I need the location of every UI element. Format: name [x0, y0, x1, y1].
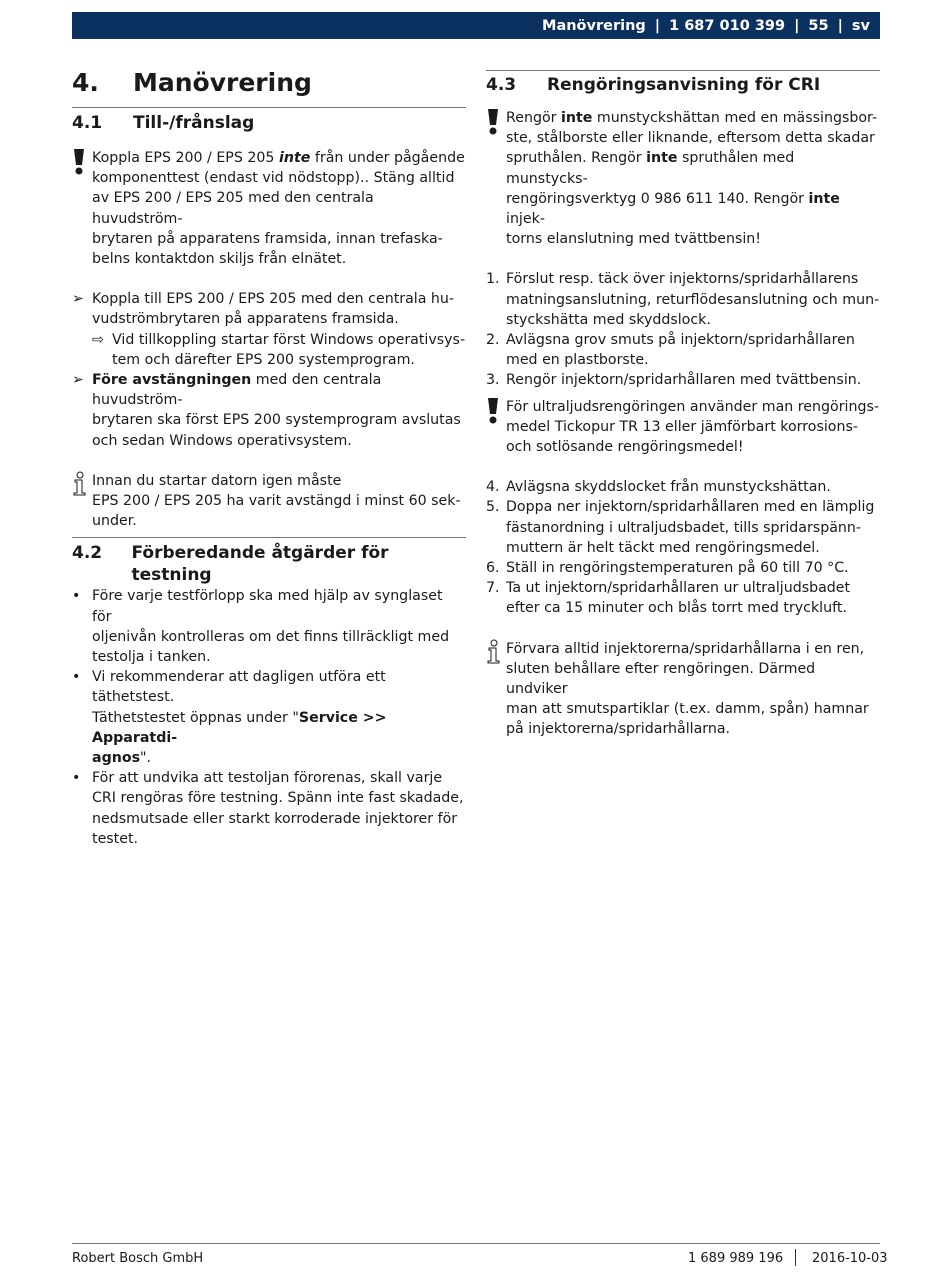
step-text-line: Doppa ner injektorn/spridarhållaren med en lämplig	[506, 499, 875, 516]
page-header	[72, 12, 880, 39]
step-text-line: efter ca 15 minuter och blås torrt med tryckluft.	[506, 600, 847, 617]
numbered-step	[486, 497, 880, 558]
result-text-line: Vid tillkoppling startar först Windows operativsys-	[112, 331, 466, 348]
step-text-line: Koppla till EPS 200 / EPS 205 med den centrala hu-	[92, 291, 455, 308]
step-number: 6.	[486, 560, 500, 577]
action-step	[72, 370, 466, 451]
numbered-step	[486, 370, 880, 390]
bullet-text-line: testet.	[92, 830, 139, 847]
bullet-item	[72, 586, 466, 667]
bullet-text-line: oljenivån kontrolleras om det finns tillräckligt med	[92, 628, 450, 645]
step-text-line: muttern är helt täckt med rengöringsmedel.	[506, 539, 820, 556]
step-text-line: styckshätta med skyddslock.	[506, 311, 711, 328]
info-text-line: på injektorerna/spridarhållarna.	[506, 721, 731, 738]
step-number: 1.	[486, 271, 500, 288]
warning-exclamation-icon	[72, 148, 86, 180]
warning-block	[486, 397, 880, 458]
header-separator: |	[837, 17, 843, 34]
step-text-line: Rengör injektorn/spridarhållaren med tvättbensin.	[506, 372, 862, 389]
warning-block	[72, 148, 466, 269]
section-title: Förberedande åtgärder för testning	[131, 543, 389, 586]
step-text-line: Avlägsna skyddslocket från munstyckshättan.	[506, 479, 831, 496]
info-text-line: man att smutspartiklar (t.ex. damm, spån) hamnar	[506, 701, 869, 718]
chapter-number: 4.	[72, 68, 99, 97]
section-title: Till-/frånslag	[133, 113, 255, 133]
info-block	[72, 471, 466, 532]
footer-separator	[795, 1249, 796, 1266]
warning-exclamation-icon	[486, 397, 500, 429]
left-column	[72, 60, 466, 849]
warning-text-line: av EPS 200 / EPS 205 med den centrala huvudström-	[92, 190, 374, 227]
footer-date: 2016-10-03	[812, 1251, 888, 1266]
right-column	[486, 70, 880, 740]
arrow-right-icon: ➢	[72, 372, 84, 389]
info-text-line: Innan du startar datorn igen måste	[92, 472, 342, 489]
info-text-line: EPS 200 / EPS 205 ha varit avstängd i minst 60 sek-	[92, 493, 461, 510]
section-divider	[486, 70, 880, 71]
warning-text-line: spruthålen. Rengör inte spruthålen med munstycks-	[506, 150, 795, 187]
step-text-line: Ta ut injektorn/spridarhållaren ur ultraljudsbadet	[506, 580, 851, 597]
warning-text-line: komponenttest (endast vid nödstopp).. Stäng alltid	[92, 170, 455, 187]
footer-doc-number: 1 689 989 196	[688, 1251, 784, 1266]
bullet-item	[72, 768, 466, 849]
warning-text-line: och sotlösande rengöringsmedel!	[506, 439, 744, 456]
chapter-heading	[72, 68, 466, 97]
info-text-line: Förvara alltid injektorerna/spridarhållarna i en ren,	[506, 640, 865, 657]
warning-block	[486, 108, 880, 249]
bullet-icon: •	[72, 669, 81, 686]
step-number: 7.	[486, 580, 500, 597]
bullet-text-line: För att undvika att testoljan förorenas, skall varje	[92, 770, 443, 787]
header-doc-number: 1 687 010 399	[669, 17, 786, 34]
section-4-1-heading	[72, 112, 466, 134]
header-separator: |	[794, 17, 800, 34]
info-icon	[486, 639, 502, 669]
result-step	[72, 330, 466, 370]
warning-text-line: brytaren på apparatens framsida, innan trefaska-	[92, 230, 443, 247]
warning-exclamation-icon	[486, 108, 500, 140]
step-number: 2.	[486, 332, 500, 349]
step-text-line: Avlägsna grov smuts på injektorn/spridarhållaren	[506, 332, 855, 349]
header-separator: |	[654, 17, 661, 34]
step-number: 3.	[486, 372, 500, 389]
step-number: 4.	[486, 479, 500, 496]
bullet-text-line: testolja i tanken.	[92, 649, 211, 666]
step-text-line: och sedan Windows operativsystem.	[92, 432, 352, 449]
info-text-line: sluten behållare efter rengöringen. Därmed undviker	[506, 660, 816, 698]
step-text-line: fästanordning i ultraljudsbadet, tills spridarspänn-	[506, 519, 861, 536]
step-text-line: Ställ in rengöringstemperaturen på 60 till 70 °C.	[506, 560, 849, 577]
warning-text-line: rengöringsverktyg 0 986 611 140. Rengör inte injek-	[506, 190, 840, 228]
bullet-text-line: Vi rekommenderar att dagligen utföra ett täthetstest.	[92, 669, 386, 706]
section-divider	[72, 107, 466, 108]
numbered-step	[486, 330, 880, 370]
step-text-line: Före avstängningen med den centrala huvudström-	[92, 372, 382, 409]
numbered-step	[486, 269, 880, 330]
section-number: 4.3	[486, 75, 517, 95]
chapter-title: Manövrering	[133, 68, 312, 97]
header-language: sv	[851, 17, 870, 34]
warning-text-line: ste, stålborste eller liknande, eftersom detta skadar	[506, 130, 875, 147]
info-text-line: under.	[92, 513, 137, 530]
step-text-line: med en plastborste.	[506, 352, 649, 369]
warning-text-line: torns elanslutning med tvättbensin!	[506, 231, 761, 248]
info-icon	[72, 471, 88, 501]
section-number: 4.1	[72, 113, 103, 133]
info-block	[486, 639, 880, 740]
bullet-icon: •	[72, 770, 81, 787]
section-number: 4.2	[72, 543, 103, 564]
footer-divider	[72, 1243, 880, 1244]
step-number: 5.	[486, 499, 500, 516]
numbered-step	[486, 558, 880, 578]
warning-text-line: belns kontaktdon skiljs från elnätet.	[92, 251, 347, 268]
warning-text-line: medel Tickopur TR 13 eller jämförbart korrosions-	[506, 418, 858, 435]
bullet-icon: •	[72, 588, 81, 605]
bullet-item	[72, 667, 466, 768]
footer-company: Robert Bosch GmbH	[72, 1251, 204, 1266]
step-text-line: Förslut resp. täck över injektorns/spridarhållarens	[506, 271, 859, 288]
action-step	[72, 289, 466, 329]
numbered-step	[486, 477, 880, 497]
section-4-2-heading	[72, 542, 466, 586]
bullet-text-line: Före varje testförlopp ska med hjälp av synglaset för	[92, 588, 443, 625]
section-divider	[72, 537, 466, 538]
bullet-text-line: agnos".	[92, 750, 152, 767]
step-text-line: matningsanslutning, returflödesanslutning och mun-	[506, 291, 880, 308]
section-4-3-heading	[486, 74, 880, 96]
step-text-line: brytaren ska först EPS 200 systemprogram avslutas	[92, 412, 461, 429]
step-text-line: vudströmbrytaren på apparatens framsida.	[92, 311, 399, 328]
bullet-text-line: CRI rengöras före testning. Spänn inte fast skadade,	[92, 790, 464, 807]
warning-text-line: Koppla EPS 200 / EPS 205 inte från under pågående	[92, 150, 465, 166]
hollow-arrow-icon: ⇨	[92, 331, 104, 348]
result-text-line: tem och därefter EPS 200 systemprogram.	[112, 351, 415, 368]
numbered-step	[486, 578, 880, 618]
arrow-right-icon: ➢	[72, 291, 84, 308]
bullet-text-line: nedsmutsade eller starkt korroderade injektorer för	[92, 810, 458, 827]
header-section: Manövrering	[542, 17, 646, 34]
section-title: Rengöringsanvisning för CRI	[547, 75, 821, 95]
warning-text-line: För ultraljudsrengöringen använder man rengörings-	[506, 398, 879, 415]
warning-text-line: Rengör inte munstyckshättan med en mässingsbor-	[506, 110, 878, 126]
header-page-number: 55	[808, 17, 829, 34]
bullet-text-line: Täthetstestet öppnas under "Service >> Apparatdi-	[92, 709, 387, 746]
